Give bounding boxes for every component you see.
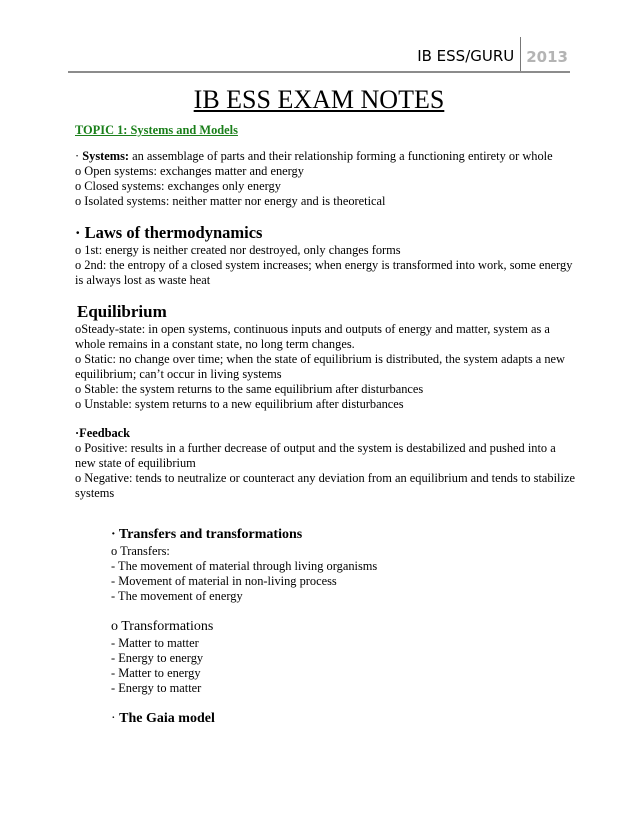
transformations-prefix: o (111, 619, 122, 634)
list-item: oSteady-state: in open systems, continuous inputs and outputs of energy and matter, system as a whole remains in a constant state, no long term changes. (75, 322, 550, 351)
transfers-sub: o Transfers: (111, 544, 170, 558)
notes-content (75, 123, 575, 728)
list-item: o Negative: tends to neutralize or counteract any deviation from an equilibrium and tends to stabilize systems (75, 471, 575, 500)
list-item: o Isolated systems: neither matter nor energy and is theoretical (75, 194, 386, 208)
list-item: o Open systems: exchanges matter and energy (75, 164, 304, 178)
header-text: IB ESS/GURU (417, 47, 515, 65)
transfers-heading: · Transfers and transformations (111, 527, 303, 542)
gaia-title: The Gaia model (119, 711, 215, 726)
list-item: - Matter to energy (111, 666, 201, 680)
list-item: o Positive: results in a further decrease of output and the system is destabilized and pushed into a new state of equilibrium (75, 441, 556, 470)
transformations-heading (111, 618, 575, 636)
header-rule (68, 71, 570, 73)
page-header (417, 37, 568, 71)
systems-bullet: · (75, 149, 83, 163)
indented-section (75, 526, 575, 728)
header-year: 2013 (526, 48, 568, 66)
list-item: - Energy to matter (111, 681, 202, 695)
equilibrium-heading: Equilibrium (77, 302, 167, 321)
list-item: - Matter to matter (111, 636, 199, 650)
list-item: o Closed systems: exchanges only energy (75, 179, 281, 193)
systems-term: Systems: (82, 149, 130, 163)
list-item: - Movement of material in non-living process (111, 574, 337, 588)
list-item: o 1st: energy is neither created nor destroyed, only changes forms (75, 243, 401, 257)
list-item: - The movement of energy (111, 589, 243, 603)
list-item: o Stable: the system returns to the same equilibrium after disturbances (75, 382, 424, 396)
systems-definition-text: an assemblage of parts and their relationship forming a functioning entirety or whole (129, 149, 553, 163)
gaia-bullet: · (111, 711, 120, 726)
list-item: o Unstable: system returns to a new equilibrium after disturbances (75, 397, 404, 411)
list-item: - The movement of material through living organisms (111, 559, 378, 573)
topic-heading: TOPIC 1: Systems and Models (75, 123, 238, 137)
page-title: IB ESS EXAM NOTES (193, 85, 445, 114)
list-item: - Energy to energy (111, 651, 204, 665)
list-item: o 2nd: the entropy of a closed system increases; when energy is transformed into work, some energy is always lost as waste heat (75, 258, 573, 287)
list-item: o Static: no change over time; when the state of equilibrium is distributed, the system adapts a new equilibrium; can’t occur in living systems (75, 352, 566, 381)
feedback-heading: ·Feedback (75, 426, 131, 440)
gaia-heading (111, 710, 575, 728)
systems-definition (75, 149, 575, 164)
transformations-title: Transformations (121, 619, 214, 634)
thermo-heading: · Laws of thermodynamics (75, 223, 263, 242)
